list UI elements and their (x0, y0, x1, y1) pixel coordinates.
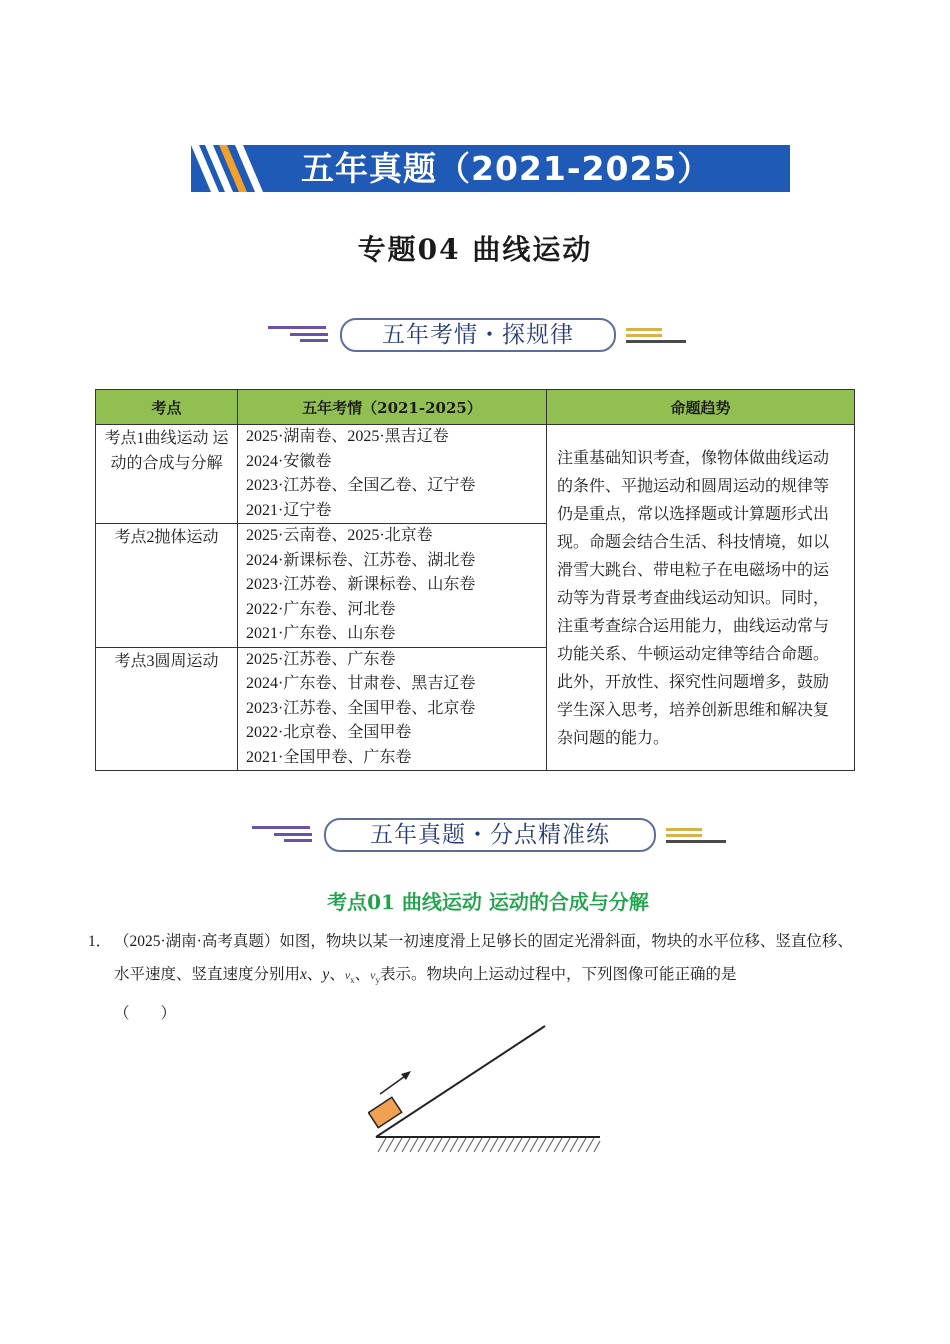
var-x: x (300, 966, 307, 983)
separator: 、 (354, 966, 371, 983)
year-line: 2024·广东卷、甘肃卷、黑吉辽卷 (246, 675, 476, 692)
years-cell (238, 647, 547, 771)
header-trend: 命题趋势 (547, 390, 855, 425)
year-line: 2025·云南卷、2025·北京卷 (246, 527, 433, 544)
ground-hatching (378, 1138, 600, 1152)
kaodian-cell: 考点3圆周运动 (96, 647, 238, 771)
separator: 、 (329, 966, 345, 983)
answer-paren: （ ） (114, 1005, 177, 1023)
year-line: 2021·辽宁卷 (246, 501, 332, 519)
right-lines-decoration (626, 326, 688, 346)
left-lines-decoration (252, 824, 314, 844)
separator: 、 (306, 966, 323, 983)
table-row (96, 425, 855, 524)
banner-stripes-decoration (191, 145, 301, 192)
years-cell (238, 425, 547, 524)
year-line: 2022·北京卷、全国甲卷 (246, 724, 412, 741)
velocity-arrow-icon (380, 1071, 411, 1094)
question-source: （2025·湖南·高考真题） (114, 933, 280, 950)
year-line: 2023·江苏卷、新课标卷、山东卷 (246, 576, 476, 593)
year-line: 2025·江苏卷、广东卷 (246, 650, 396, 668)
exam-overview-table (95, 389, 855, 771)
section-header-2 (0, 818, 950, 858)
incline-figure (368, 1024, 608, 1159)
var-vx: v (344, 968, 351, 982)
banner-text: 五年真题（2021-2025） (301, 149, 712, 188)
question-text: 如图，物块以某一初速度滑上足够长的固定光滑斜面，物块的水平位移、竖直位移、水平速度、竖直速度分别用 (114, 933, 853, 983)
header-years: 五年考情（2021-2025） (238, 390, 547, 425)
trend-cell: 注重基础知识考查，像物体做曲线运动的条件、平抛运动和圆周运动的规律等仍是重点，常以选择题或计算题形式出现。命题会结合生活、科技情境，如以滑雪大跳台、带电粒子在电磁场中的运动等为背景考查曲线运动知识。同时，注重考查综合运用能力，曲线运动常与功能关系、牛顿运动定律等结合命题。此外，开放性、探究性问题增多，鼓励学生深入思考，培养创新思维和解决复杂问题的能力。 (547, 425, 855, 771)
kaodian-cell: 考点1曲线运动 运动的合成与分解 (96, 425, 238, 524)
year-line: 2023·江苏卷、全国甲卷、北京卷 (246, 699, 476, 717)
sub-x: x (350, 975, 355, 986)
year-line: 2024·安徽卷 (246, 452, 332, 470)
var-vy: v (370, 968, 376, 982)
year-line: 2022·广东卷、河北卷 (246, 600, 396, 618)
question-number: 1． (88, 933, 112, 950)
kaodian-title: 考点01 曲线运动 运动的合成与分解 (327, 890, 649, 914)
page-title: 专题04 曲线运动 (357, 233, 593, 266)
left-lines-decoration (268, 324, 330, 344)
section-label-2: 五年真题・分点精准练 (324, 818, 656, 852)
title-banner (191, 145, 790, 192)
year-line: 2021·全国甲卷、广东卷 (246, 748, 412, 766)
year-line: 2024·新课标卷、江苏卷、湖北卷 (246, 551, 476, 569)
sub-y: y (375, 975, 380, 986)
question-1 (88, 925, 858, 1030)
section-label-1: 五年考情・探规律 (340, 318, 616, 352)
var-y: y (322, 966, 330, 983)
question-text-b: 表示。物块向上运动过程中，下列图像可能正确的是 (380, 966, 737, 983)
kaodian-cell: 考点2抛体运动 (96, 524, 238, 648)
section-header-1 (0, 318, 950, 358)
question-body (114, 925, 858, 1030)
header-kaodian: 考点 (96, 390, 238, 425)
right-lines-decoration (666, 826, 728, 846)
incline-line (376, 1026, 545, 1137)
years-cell (238, 524, 547, 648)
year-line: 2025·湖南卷、2025·黑吉辽卷 (246, 428, 449, 445)
year-line: 2023·江苏卷、全国乙卷、辽宁卷 (246, 477, 476, 494)
year-line: 2021·广东卷、山东卷 (246, 625, 396, 642)
